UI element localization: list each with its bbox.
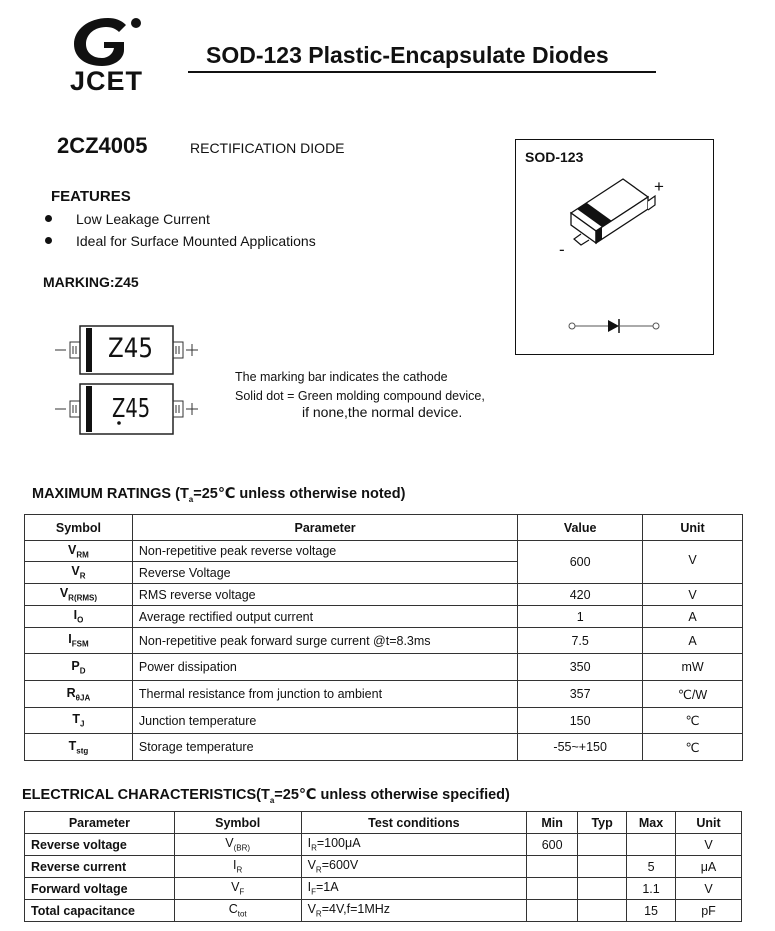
feature-item: Ideal for Surface Mounted Applications	[45, 233, 365, 251]
table-row: $R_{\theta JA}$ Thermal resistance from junction to ambient 357 ℃/W	[25, 681, 743, 708]
table-row: $V_{R(RMS)}$ RMS reverse voltage 420 V	[25, 584, 743, 606]
max-ratings-heading: MAXIMUM RATINGS ($T_a=25℃$ unless otherwise noted)	[32, 486, 406, 504]
feature-item: Low Leakage Current	[45, 211, 365, 229]
logo-text: JCET	[70, 66, 144, 96]
features-heading: FEATURES	[51, 188, 131, 205]
bullet-icon	[45, 215, 52, 222]
electrical-table	[24, 811, 742, 922]
document-title: SOD-123 Plastic-Encapsulate Diodes	[206, 42, 609, 68]
table-row: $I_{FSM}$ Non-repetitive peak forward surge current @t=8.3ms 7.5 A	[25, 628, 743, 654]
marking-note-2: Solid dot = Green molding compound device,	[235, 389, 485, 403]
part-number: 2CZ4005	[57, 133, 148, 158]
package-label: SOD-123	[525, 149, 584, 165]
table-row: Reverse voltage $V_{(BR)}$ $I_R=100\mu A$ 600 V	[25, 834, 742, 856]
table-row: $P_D$ Power dissipation 350 mW	[25, 654, 743, 681]
table-row: $V_{RM}$ Non-repetitive peak reverse voltage 600 V	[25, 541, 743, 562]
package-plus-label: +	[654, 177, 664, 196]
table-row: $T_J$ Junction temperature 150 ℃	[25, 708, 743, 734]
marking-code-bottom: Z45	[112, 394, 151, 424]
title-underline	[188, 71, 656, 73]
marking-heading: MARKING:Z45	[43, 274, 139, 290]
table-header-row: Parameter Symbol Test conditions Min Typ Max Unit	[25, 812, 742, 834]
marking-note-1: The marking bar indicates the cathode	[235, 370, 448, 384]
table-row: $I_O$ Average rectified output current 1 A	[25, 606, 743, 628]
part-description: RECTIFICATION DIODE	[190, 140, 345, 156]
max-ratings-table	[24, 514, 743, 761]
diode-symbol-icon	[569, 319, 659, 333]
marking-code-top: Z45	[108, 333, 153, 364]
table-row: Reverse current $I_R$ $V_R=600V$ 5 μA	[25, 856, 742, 878]
electrical-heading: ELECTRICAL $CHARACTERISTICS(T_a=25℃$ unless otherwise specified)	[22, 787, 510, 805]
jcet-logo-icon	[66, 14, 150, 66]
table-header-row: Symbol Parameter Value Unit	[25, 515, 743, 541]
table-row: $T_{stg}$ Storage temperature -55~+150 ℃	[25, 734, 743, 761]
table-row: $V_R$ Reverse Voltage	[25, 562, 743, 584]
bullet-icon	[45, 237, 52, 244]
sod123-package-icon	[515, 139, 714, 355]
table-row: Forward voltage $V_F$ $I_F=1A$ 1.1 V	[25, 878, 742, 900]
table-row: Total capacitance $C_{tot}$ $V_R=4V,f=1MHz$ 15 pF	[25, 900, 742, 922]
package-minus-label: -	[559, 240, 565, 259]
marking-note-3: if none,the normal device.	[302, 404, 463, 420]
